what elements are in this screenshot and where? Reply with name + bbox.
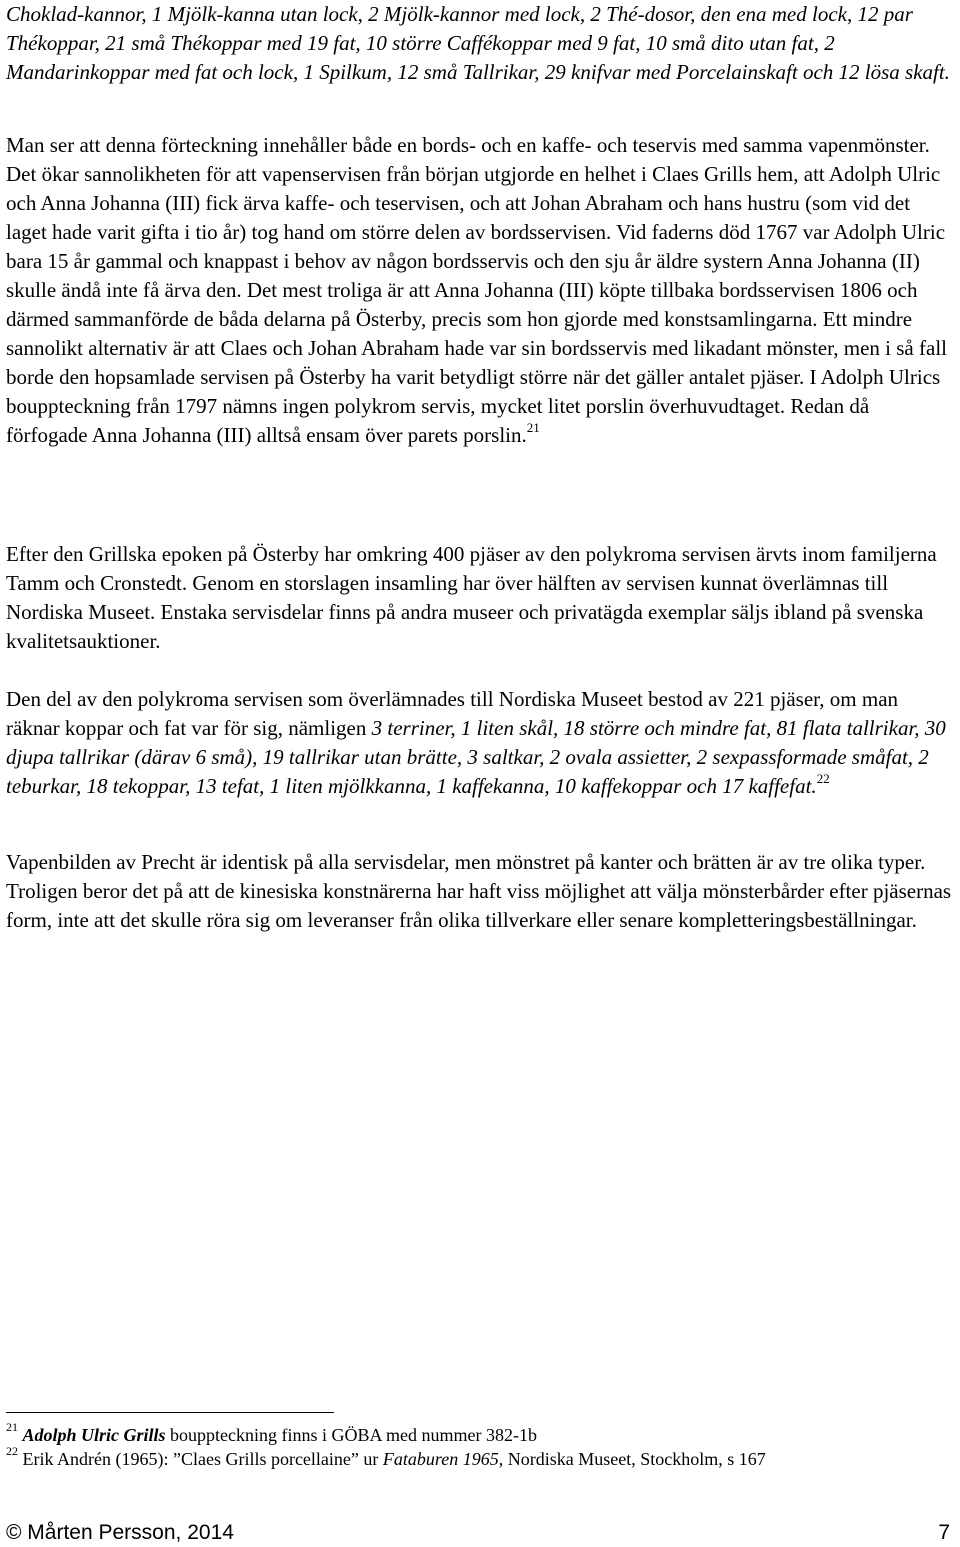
- analysis-text: Man ser att denna förteckning innehåller både en bords- och en kaffe- och teservis med samma vapenmönster. Det ökar sannolikheten för att vapenservisen från början utgjorde en helhet i Claes Grills hem, att Adolph Ulric och Anna Johanna (III) fick ärva kaffe- och teservisen, och att Johan Abraham och hans hustru (som vid det laget hade varit gifta i tio år) tog hand om större delen av bordsservisen. Vid faderns död 1767 var Adolph Ulric bara 15 år gammal och knappast i behov av någon bordsservis och den sju år äldre systern Anna Johanna (II) skulle ändå inte få ärva den. Det mest troliga är att Anna Johanna (III) köpte tillbaka bordsservisen 1806 och därmed sammanförde de båda delarna på Österby, precis som hon gjorde med konstsamlingarna. Ett mindre sannolikt alternativ är att Claes och Johan Abraham hade var sin bordsservis med likadant mönster, men i så fall borde den hopsamlade servisen på Österby ha varit betydligt större när det gäller antalet pjäser. I Adolph Ulrics bouppteckning från 1797 nämns ingen polykrom servis, mycket litet porslin överhuvudtaget. Redan då förfogade Anna Johanna (III) alltså ensam över parets porslin.: [6, 133, 947, 447]
- footnote-22-source-title: Fataburen 1965: [382, 1449, 499, 1469]
- inheritance-paragraph: [6, 540, 954, 656]
- footnote-separator: [6, 1412, 334, 1413]
- page-number: 7: [938, 1521, 950, 1544]
- inventory-quote-text: Choklad-kannor, 1 Mjölk-kanna utan lock, 2 Mjölk-kannor med lock, 2 Thé-dosor, den ena med lock, 12 par Thékoppar, 21 små Thékoppar med 19 fat, 10 större Caffékoppar med 9 fat, 10 små dito utan fat, 2 Mandarinkoppar med fat och lock, 1 Spilkum, 12 små Tallrikar, 29 knifvar med Porcelainskaft och 12 lösa skaft.: [6, 2, 950, 84]
- footnote-22-post: , Nordiska Museet, Stockholm, s 167: [498, 1449, 766, 1469]
- inventory-quote-paragraph: [6, 0, 954, 87]
- footnote-22-pre: Erik Andrén (1965): ”Claes Grills porcellaine” ur: [22, 1449, 379, 1469]
- decoration-text: Vapenbilden av Precht är identisk på alla servisdelar, men mönstret på kanter och brätten är av tre olika typer. Troligen beror det på att de kinesiska konstnärerna har haft viss möjlighet att välja mönsterbårder efter pjäsernas form, inte att det skulle röra sig om leveranser från olika tillverkare eller senare kompletteringsbeställningar.: [6, 850, 952, 932]
- museum-donation-intro: Den del av den polykroma servisen som överlämnades till Nordiska Museet bestod av 221 pjäser, om man räknar koppar och fat var för sig, nämligen: [6, 687, 899, 740]
- footnote-21: [6, 1420, 954, 1446]
- museum-donation-list: 3 terriner, 1 liten skål, 18 större och mindre fat, 81 flata tallrikar, 30 djupa tallrikar (därav 6 små), 19 tallrikar utan brätte, 3 saltkar, 2 ovala assietter, 2 sexpassformade småfat, 2 teburkar, 18 tekoppar, 13 tefat, 1 liten mjölkkanna, 1 kaffekanna, 10 kaffekoppar och 17 kaffefat.: [6, 716, 946, 798]
- footnote-ref-21[interactable]: 21: [526, 420, 540, 435]
- inheritance-text: Efter den Grillska epoken på Österby har omkring 400 pjäser av den polykroma servisen ärvts inom familjerna Tamm och Cronstedt. Genom en storslagen insamling har över hälften av servisen kunnat överlämnas till Nordiska Museet. Enstaka servisdelar finns på andra museer och privatägda exemplar säljs ibland på svenska kvalitetsauktioner.: [6, 542, 937, 653]
- copyright-notice: © Mårten Persson, 2014: [6, 1521, 234, 1544]
- footnote-22-number: 22: [6, 1444, 18, 1458]
- footnote-21-text: bouppteckning finns i GÖBA med nummer 382-1b: [170, 1425, 537, 1445]
- footnote-21-person: Adolph Ulric Grills: [22, 1425, 166, 1445]
- footnote-21-number: 21: [6, 1420, 18, 1434]
- analysis-paragraph: [6, 131, 954, 450]
- footnote-ref-22[interactable]: 22: [816, 771, 830, 786]
- museum-donation-paragraph: [6, 685, 954, 801]
- footnote-22: [6, 1444, 954, 1470]
- decoration-paragraph: [6, 848, 954, 935]
